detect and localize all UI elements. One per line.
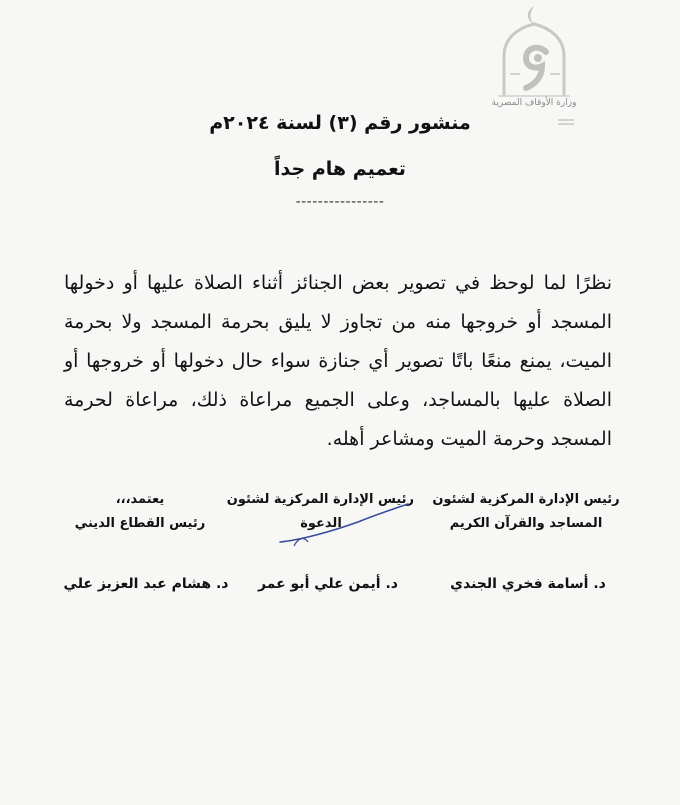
signature-title-line1: رئيس الإدارة المركزية لشئون [432, 492, 620, 507]
signatory-name: د. هشام عبد العزيز علي [63, 576, 229, 592]
signatory-name: د. أيمن علي أبو عمر [258, 576, 398, 592]
document-title: منشور رقم (٣) لسنة ٢٠٢٤م [209, 112, 471, 134]
signature-title-block [418, 492, 634, 531]
signature-title-line1: يعتمد،،، [115, 492, 165, 507]
logo-caption: وزارة الأوقاف المصرية [491, 98, 577, 108]
signature-title-line2: المساجد والقرآن الكريم [449, 516, 603, 531]
circular-body-text: نظرًا لما لوحظ في تصوير بعض الجنائز أثناء الصلاة عليها أو دخولها المسجد أو خروجها منه من تجاوز لا يليق بحرمة المسجد ولا بحرمة الميت، يمنع منعًا باتًا تصوير أي جنازة سواء حال دخولها أو خروجها أو الصلاة عليها بالمساجد، وعلى الجميع مراعاة ذلك، مراعاة لحرمة المسجد وحرمة الميت ومشاعر أهله. [64, 272, 612, 450]
signature-title-line1: رئيس الإدارة المركزية لشئون [226, 492, 414, 507]
signature-title-line2: الدعوة [300, 516, 342, 531]
signatory-name: د. أسامة فخري الجندي [450, 576, 606, 592]
title-divider: ---------------- [295, 194, 385, 210]
handwritten-signature-icon [270, 500, 420, 550]
signature-title-line2: رئيس القطاع الديني [74, 516, 206, 531]
signature-title-block [60, 492, 220, 531]
document-subtitle: تعميم هام جداً [274, 158, 406, 180]
